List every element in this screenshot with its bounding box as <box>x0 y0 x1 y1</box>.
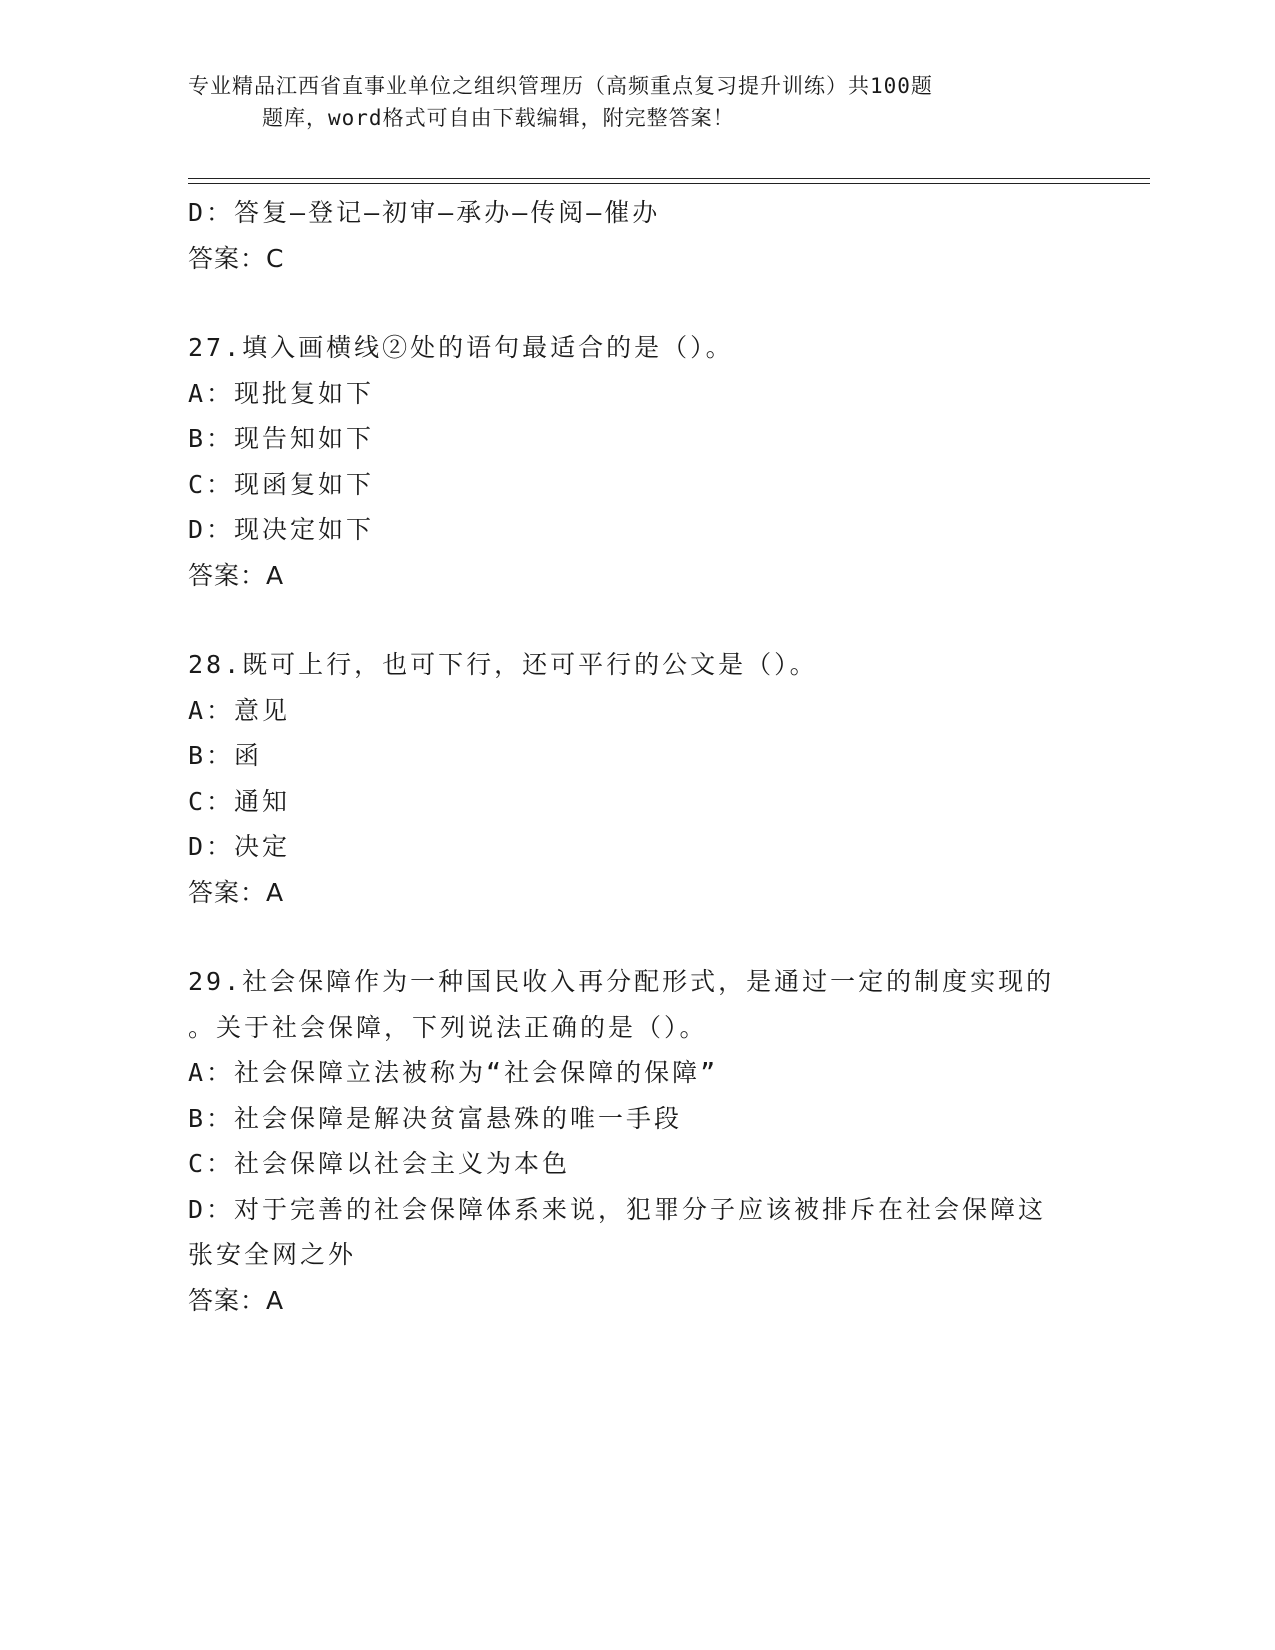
option-d-line1: D：对于完善的社会保障体系来说，犯罪分子应该被排斥在社会保障这 <box>188 1194 1047 1224</box>
question-stem-line1: 29.社会保障作为一种国民收入再分配形式，是通过一定的制度实现的 <box>188 967 1055 996</box>
answer: 答案：A <box>188 877 285 907</box>
question-28 <box>188 642 1068 915</box>
option-b: B：社会保障是解决贫富悬殊的唯一手段 <box>188 1103 683 1133</box>
question-stem: 27.填入画横线②处的语句最适合的是（）。 <box>188 333 734 362</box>
answer: 答案：A <box>188 560 285 590</box>
option-a: A：现批复如下 <box>188 378 375 408</box>
question-spacer <box>188 281 1068 325</box>
question-stem: 28.既可上行，也可下行，还可平行的公文是（）。 <box>188 650 818 679</box>
header-rule-top <box>188 178 1150 179</box>
option-c: C：社会保障以社会主义为本色 <box>188 1149 571 1178</box>
option-a: A：意见 <box>188 695 291 725</box>
header-title-line1: 专业精品江西省直事业单位之组织管理历（高频重点复习提升训练）共100题 <box>188 74 933 98</box>
option-a: A：社会保障立法被称为“社会保障的保障” <box>188 1058 719 1087</box>
header-title-line2: 题库，word格式可自由下载编辑，附完整答案！ <box>262 106 735 130</box>
question-spacer <box>188 915 1068 959</box>
question-27 <box>188 325 1068 598</box>
option-d-line2: 张安全网之外 <box>188 1240 357 1269</box>
option-c: C：现函复如下 <box>188 469 375 499</box>
answer: 答案：A <box>188 1285 285 1315</box>
option-c: C：通知 <box>188 786 291 816</box>
answer-previous: 答案：C <box>188 243 285 273</box>
document-body <box>188 190 1068 1323</box>
header-rule-bottom <box>188 183 1150 184</box>
question-stem-line2: 。关于社会保障，下列说法正确的是（）。 <box>188 1012 708 1042</box>
option-b: B：函 <box>188 741 263 770</box>
question-29 <box>188 959 1068 1323</box>
option-d: D：决定 <box>188 832 291 861</box>
question-spacer <box>188 598 1068 642</box>
option-b: B：现告知如下 <box>188 424 375 453</box>
option-d-previous: D：答复—登记—初审—承办—传阅—催办 <box>188 198 661 227</box>
option-d: D：现决定如下 <box>188 515 375 544</box>
